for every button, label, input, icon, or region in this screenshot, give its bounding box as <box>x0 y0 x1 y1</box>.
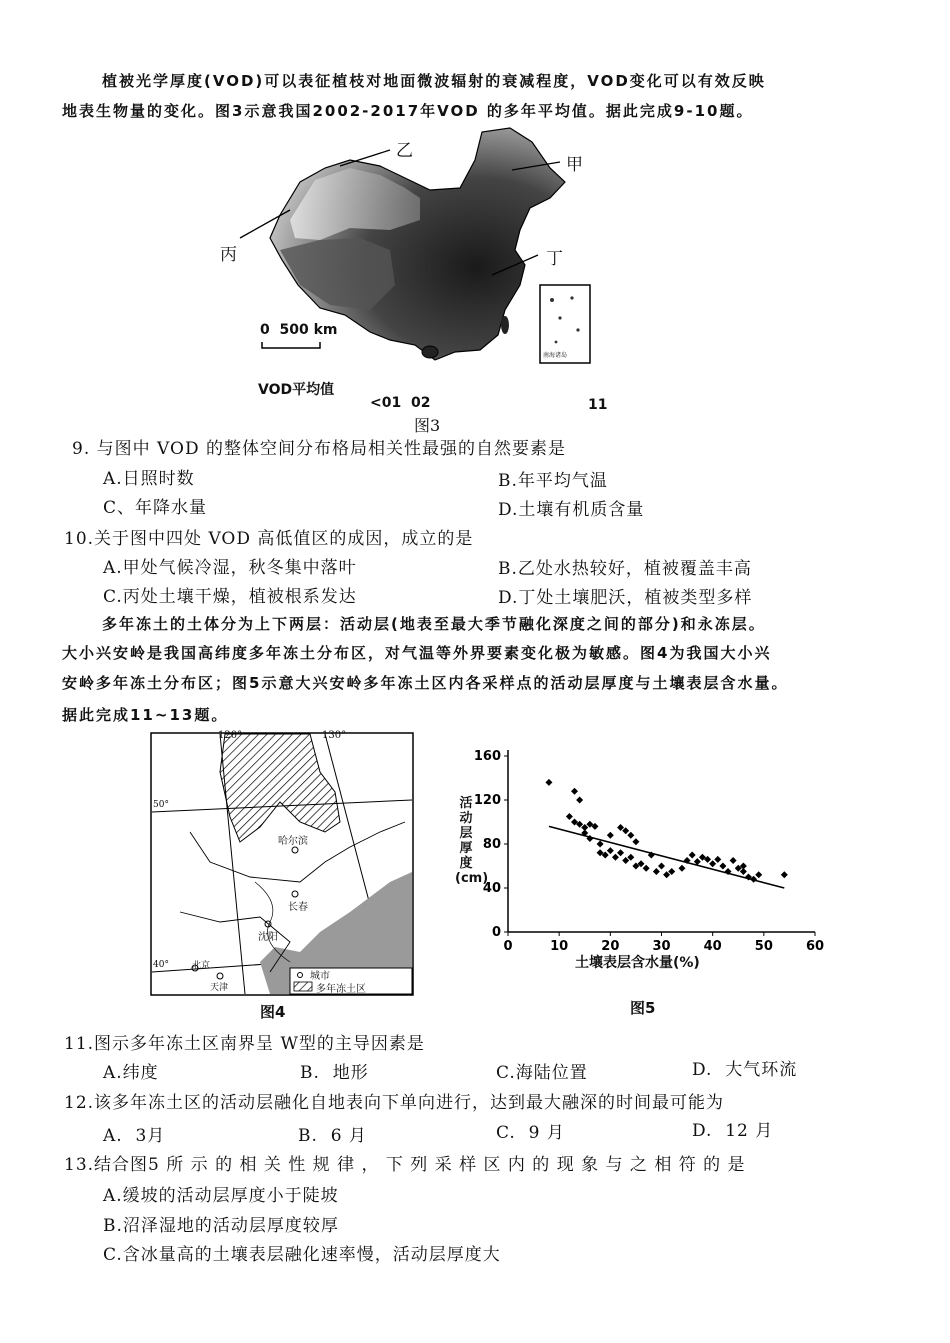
data-point <box>730 857 737 864</box>
x-tick-label: 30 <box>652 939 671 954</box>
data-point <box>643 865 650 872</box>
x-tick-label: 40 <box>703 939 722 954</box>
data-point <box>663 871 670 878</box>
lon-130: 130° <box>322 730 347 741</box>
q11-option-a: A.纬度 <box>103 1063 159 1083</box>
data-point <box>545 779 552 786</box>
q11-stem: 11.图示多年冻土区南界呈 W型的主导因素是 <box>64 1034 425 1054</box>
figure-3-map <box>220 120 640 420</box>
data-point <box>612 854 619 861</box>
y-tick-label: 40 <box>482 881 501 896</box>
city-harbin: 哈尔滨 <box>278 836 308 847</box>
label-ding: 丁 <box>546 249 563 269</box>
data-point <box>571 788 578 795</box>
data-point <box>709 860 716 867</box>
figure-4-map <box>150 732 415 996</box>
data-point <box>668 868 675 875</box>
data-point <box>622 827 629 834</box>
label-jia: 甲 <box>566 155 583 175</box>
city-changchun: 长春 <box>288 902 308 913</box>
data-point <box>658 863 665 870</box>
q11-option-c: C.海陆位置 <box>496 1063 588 1083</box>
data-point <box>597 841 604 848</box>
data-point <box>617 849 624 856</box>
data-point <box>714 856 721 863</box>
data-point <box>689 852 696 859</box>
inset-label: 南海诸岛 <box>543 352 568 359</box>
data-point <box>632 838 639 845</box>
trend-line <box>549 826 784 888</box>
data-point <box>607 847 614 854</box>
data-point <box>719 863 726 870</box>
q12-option-b: B. 6 月 <box>298 1126 367 1146</box>
intro2-line4: 据此完成11~13题。 <box>62 706 229 724</box>
q13-option-c: C.含冰量高的土壤表层融化速率慢，活动层厚度大 <box>103 1245 501 1265</box>
label-bing: 丙 <box>220 245 237 265</box>
y-tick-label: 120 <box>473 793 501 808</box>
lat-50: 50° <box>153 800 169 810</box>
intro1-line1: 植被光学厚度(VOD)可以表征植枝对地面微波辐射的衰减程度，VOD变化可以有效反映 <box>102 72 766 90</box>
city-shenyang: 沈阳 <box>258 932 278 943</box>
lat-40: 40° <box>153 960 169 970</box>
data-point <box>653 868 660 875</box>
q11-option-b: B. 地形 <box>300 1063 369 1083</box>
q9-option-c: C、年降水量 <box>103 498 208 518</box>
lon-120: 120° <box>218 730 243 741</box>
data-point <box>781 871 788 878</box>
label-yi: 乙 <box>396 141 413 161</box>
q12-stem: 12.该多年冻土区的活动层融化自地表向下单向进行，达到最大融深的时间最可能为 <box>64 1093 725 1113</box>
figure-3-caption: 图3 <box>414 416 441 435</box>
x-tick-label: 20 <box>601 939 620 954</box>
x-tick-label: 50 <box>754 939 773 954</box>
q9-option-a: A.日照时数 <box>103 469 195 489</box>
q10-stem: 10.关于图中四处 VOD 高低值区的成因，成立的是 <box>64 529 474 549</box>
city-beijing: 北京 <box>192 961 211 971</box>
data-point <box>566 813 573 820</box>
y-tick-label: 0 <box>491 925 501 940</box>
chart-ylabel: 活动层厚度(cm) <box>455 796 489 886</box>
q9-option-d: D.土壤有机质含量 <box>498 500 645 520</box>
data-point <box>755 871 762 878</box>
q12-option-d: D. 12 月 <box>692 1121 774 1141</box>
q9-stem: 9. 与图中 VOD 的整体空间分布格局相关性最强的自然要素是 <box>72 439 566 459</box>
chart-xlabel: 土壤表层含水量(%) <box>575 955 700 971</box>
scale-bar-label: 0 500 km <box>260 322 338 338</box>
legend-title: VOD平均值 <box>258 382 335 398</box>
x-tick-label: 0 <box>503 939 513 954</box>
data-point <box>576 797 583 804</box>
data-point <box>622 857 629 864</box>
figure-5-caption: 图5 <box>630 999 656 1017</box>
data-point <box>607 832 614 839</box>
city-tianjin: 天津 <box>210 983 229 993</box>
figure-4-caption: 图4 <box>260 1003 286 1021</box>
q9-option-b: B.年平均气温 <box>498 471 608 491</box>
q13-option-a: A.缓坡的活动层厚度小于陡坡 <box>103 1186 339 1206</box>
data-point <box>617 824 624 831</box>
q10-option-a: A.甲处气候冷湿，秋冬集中落叶 <box>103 558 357 578</box>
intro2-line1: 多年冻土的土体分为上下两层：活动层(地表至最大季节融化深度之间的部分)和永冻层。 <box>102 615 766 633</box>
y-tick-label: 160 <box>473 749 501 764</box>
intro2-line3: 安岭多年冻土分布区；图5示意大兴安岭多年冻土区内各采样点的活动层厚度与土壤表层含水量。 <box>62 674 789 692</box>
data-point <box>678 865 685 872</box>
figure-5-chart <box>455 738 835 978</box>
q13-stem: 13.结合图5 所 示 的 相 关 性 规 律 ， 下 列 采 样 区 内 的 现 象 与 之 相 符 的 是 <box>64 1155 746 1175</box>
data-point <box>627 832 634 839</box>
q12-option-c: C. 9 月 <box>496 1123 565 1143</box>
q10-option-c: C.丙处土壤干燥，植被根系发达 <box>103 587 357 607</box>
intro2-line2: 大小兴安岭是我国高纬度多年冻土分布区，对气温等外界要素变化极为敏感。图4为我国大小兴 <box>62 644 772 662</box>
x-tick-label: 10 <box>550 939 569 954</box>
q12-option-a: A. 3月 <box>103 1126 166 1146</box>
x-tick-label: 60 <box>805 939 825 954</box>
q11-option-d: D. 大气环流 <box>692 1060 798 1080</box>
data-point <box>627 854 634 861</box>
legend-low: <01 02 <box>370 395 431 411</box>
y-tick-label: 80 <box>482 837 501 852</box>
legend-city: 城市 <box>310 971 330 982</box>
q10-option-b: B.乙处水热较好，植被覆盖丰高 <box>498 559 752 579</box>
legend-permafrost: 多年冻土区 <box>316 984 366 995</box>
legend-high: 11 <box>588 397 608 413</box>
intro1-line2: 地表生物量的变化。图3示意我国2002-2017年VOD 的多年平均值。据此完成9-10题。 <box>62 102 754 120</box>
q10-option-d: D.丁处土壤肥沃，植被类型多样 <box>498 588 753 608</box>
q13-option-b: B.沼泽湿地的活动层厚度较厚 <box>103 1216 339 1236</box>
